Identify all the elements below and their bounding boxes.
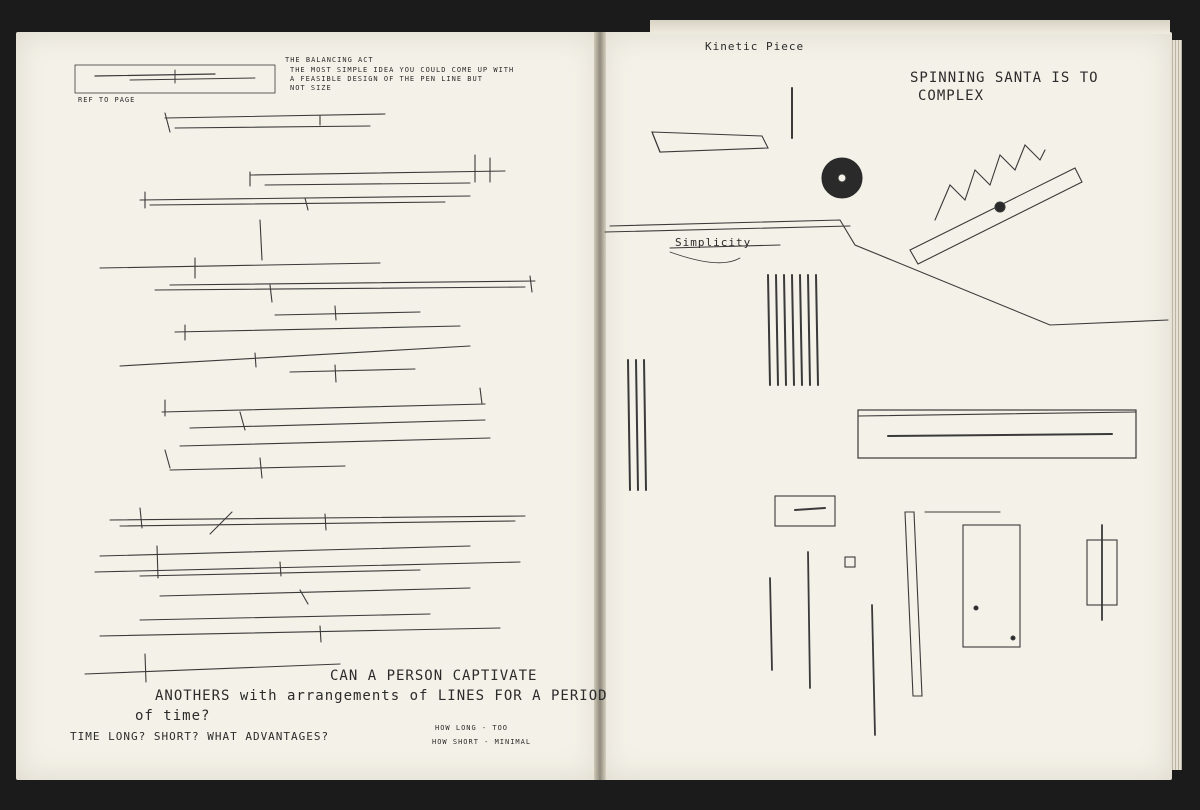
kinetic-sketches <box>605 88 1168 735</box>
spinning-note-line-2: COMPLEX <box>918 88 985 104</box>
small-frame <box>775 496 835 526</box>
question-line-2: ANOTHERS with arrangements of LINES FOR A PERIOD <box>155 688 608 704</box>
door-panel <box>963 525 1020 647</box>
header-title: THE BALANCING ACT <box>285 56 374 64</box>
spinning-note-line-1: SPINNING SANTA IS TO <box>910 70 1099 86</box>
note-how-short: HOW SHORT - MINIMAL <box>432 738 532 746</box>
note-how-long: HOW LONG - TOO <box>435 724 509 732</box>
question-line-1: CAN A PERSON CAPTIVATE <box>330 668 538 684</box>
kinetic-label: Kinetic Piece <box>705 40 805 53</box>
question-line-4: TIME LONG? SHORT? WHAT ADVANTAGES? <box>70 730 330 743</box>
vertical-bars-small <box>628 360 646 490</box>
question-line-3: of time? <box>135 708 211 724</box>
header-line-3: NOT SIZE <box>290 84 332 92</box>
header-line-1: THE MOST SIMPLE IDEA YOU COULD COME UP WITH <box>290 66 515 74</box>
header-line-2: A FEASIBLE DESIGN OF THE PEN LINE BUT <box>290 75 483 83</box>
ref-label: REF TO PAGE <box>78 96 136 104</box>
vertical-bars-set <box>768 275 818 385</box>
simplicity-label: Simplicity <box>675 236 752 249</box>
line-study <box>85 113 538 684</box>
